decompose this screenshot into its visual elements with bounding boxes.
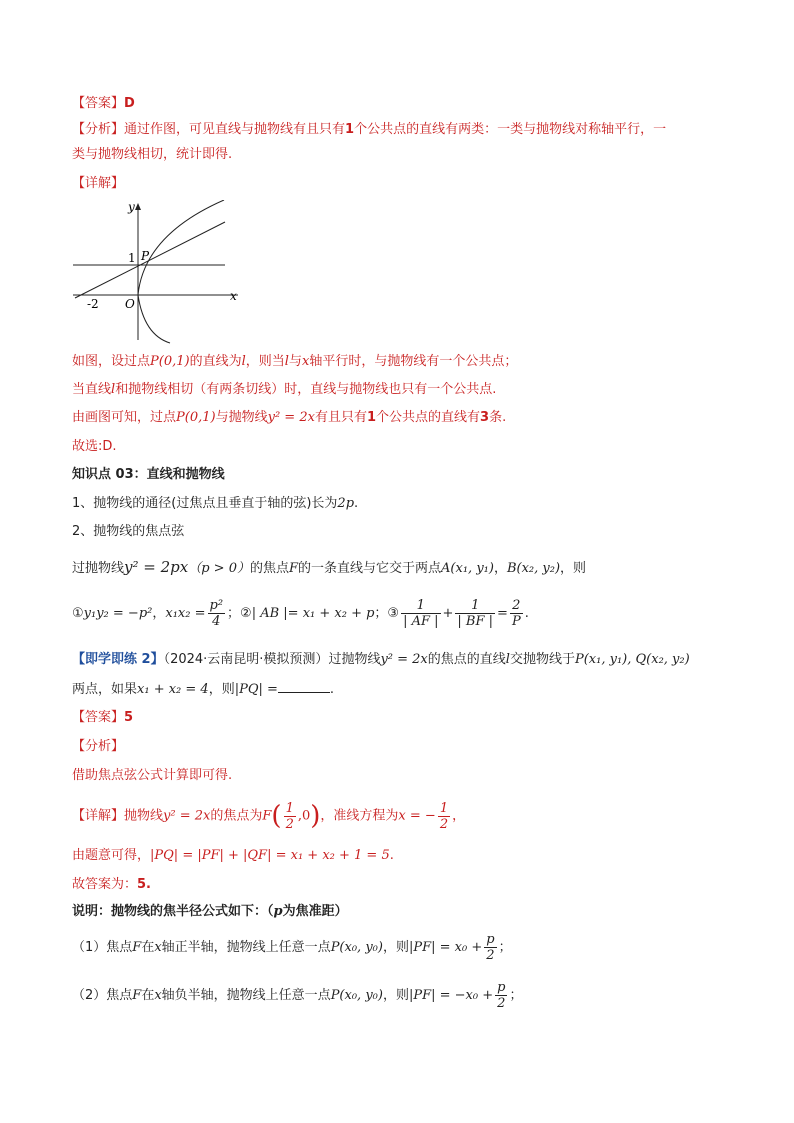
origin-label: O [125, 297, 135, 311]
analysis-line-1: 【分析】通过作图，可见直线与抛物线有且只有1个公共点的直线有两类：一类与抛物线对称轴平行，一 [72, 122, 667, 137]
exercise-label: 【即学即练 2】 [72, 652, 164, 667]
knowledge-line-1: 1、抛物线的通径(过焦点且垂直于轴的弦)长为2p. [72, 496, 359, 511]
final-answer-line: 故答案为：5. [72, 877, 151, 892]
detail2-label: 【详解】 [72, 808, 125, 824]
fraction-p-2b: $\frac{p}{2}$ [497, 980, 506, 1011]
calc-line: 由题意可得，|PQ| = |PF| + |QF| = x₁ + x₂ + 1 = 5. [72, 848, 394, 863]
fraction-half: $\frac{1}{2}$ [285, 800, 294, 832]
answer-blank [278, 680, 330, 693]
one-label: 1 [128, 251, 136, 265]
analysis-line-2: 类与抛物线相切，统计即得. [72, 147, 233, 162]
note-line-2: （2）焦点F在x轴负半轴，抛物线上任意一点P(x₀, y₀)，则|PF| = −x₀ + $\frac{p}{2}$ ； [72, 980, 523, 1011]
parabola-graph [70, 200, 250, 345]
para-3: 由画图可知，过点P(0,1)与抛物线y² = 2x有且只有1个公共点的直线有3条. [72, 410, 507, 425]
exercise-line-1: 【即学即练 2】（2024·云南昆明·模拟预测）过抛物线y² = 2x的焦点的直线l交抛物线于P(x₁, y₁), Q(x₂, y₂) [72, 652, 690, 667]
fraction-p-2: $\frac{p}{2}$ [486, 932, 495, 963]
neg-two-label: -2 [87, 297, 99, 311]
para-1: 如图，设过点P(0,1)的直线为l，则当l与x轴平行时，与抛物线有一个公共点； [72, 354, 518, 369]
detail2-line: 【详解】抛物线y² = 2x的焦点为F( $\frac{1}{2}$ ,0)，准线方程为x = − $\frac{1}{2}$ ， [72, 800, 466, 832]
answer-value: D [124, 96, 135, 111]
detail-label-line [72, 174, 124, 194]
fraction-half-2: $\frac{1}{2}$ [439, 800, 449, 832]
answer2-value: 5 [124, 710, 134, 725]
analysis2-label: 【分析】 [72, 739, 125, 754]
knowledge-title: 知识点 03：直线和抛物线 [72, 467, 225, 482]
exercise-line-2: 两点，如果x₁ + x₂ = 4，则|PQ| = . [72, 682, 335, 697]
analysis-label: 【分析】 [72, 122, 125, 137]
answer2-label: 【答案】 [72, 710, 125, 725]
fraction-p2-4: $\frac{\text{p²}}{4}$ [209, 598, 224, 629]
note-title: 说明：抛物线的焦半径公式如下：（p为焦准距） [72, 904, 348, 919]
detail-label: 【详解】 [72, 176, 125, 191]
x-label: x [230, 289, 237, 303]
analysis2-text: 借助焦点弦公式计算即可得. [72, 768, 233, 783]
parabola-curve [138, 200, 224, 343]
knowledge-line-4: ①y₁y₂ = −p²，x₁x₂ = $\frac{\text{p²}}{4}$ ；②| AB |= x₁ + x₂ + p；③ $\frac{1}{| AF |}$ + $\frac{1}{| BF |}$ = $\frac{2}{P}$ . [72, 598, 529, 629]
answer2-line [72, 708, 133, 728]
note-line-1: （1）焦点F在x轴正半轴，抛物线上任意一点P(x₀, y₀)，则|PF| = x₀ + $\frac{p}{2}$ ； [72, 932, 512, 963]
answer-line [72, 94, 135, 114]
choice-line: 故选:D. [72, 439, 117, 454]
fraction-1-bf: $\frac{1}{| BF |}$ [457, 598, 494, 629]
fraction-1-af: $\frac{1}{| AF |}$ [403, 598, 439, 629]
tangent-line [75, 222, 225, 298]
knowledge-line-3: 过抛物线y² = 2px（p > 0）的焦点F的一条直线与它交于两点A(x₁, y₁)，B(x₂, y₂)，则 [72, 558, 587, 576]
answer-label: 【答案】 [72, 96, 125, 111]
fraction-2-p: $\frac{2}{P}$ [511, 598, 521, 629]
y-label: y [128, 200, 135, 214]
para-2: 当直线l和抛物线相切（有两条切线）时，直线与抛物线也只有一个公共点. [72, 382, 497, 397]
knowledge-line-2: 2、抛物线的焦点弦 [72, 524, 185, 539]
analysis2-line [72, 737, 124, 757]
y-axis-arrow [135, 203, 141, 210]
p-label: P [141, 249, 150, 263]
